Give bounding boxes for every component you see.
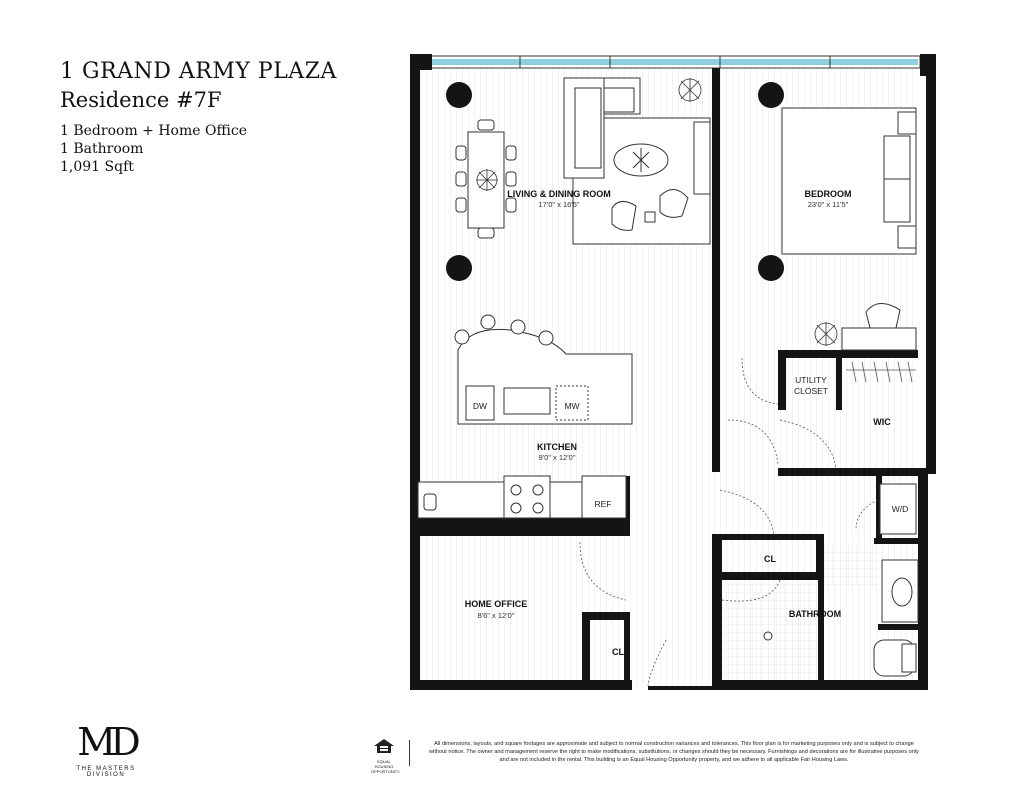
label-cl-office: CL [612,647,624,657]
room-label-bedroom: BEDROOM [804,189,852,199]
room-label-kitchen: KITCHEN [537,442,577,452]
equal-housing-logo [371,738,400,774]
floor-shower-tile [820,545,878,585]
spec-bedrooms: 1 Bedroom + Home Office [60,123,248,139]
footer-divider [409,740,410,766]
bed [782,108,916,254]
label-dw: DW [472,401,488,411]
plant-icon [476,169,498,191]
disclaimer-text: All dimensions, layouts, and square footages are approximate and subject to normal construction variances and tolerances. This floor plan is for marketing purposes only and is subject to change without notice. The owner and management reserve the right to make modifications, substitutions, or changes should they be necessary. Furnishings and decorations are for illustrative purposes only and are not included in the rental. This building is an Equal Housing Opportunity property, and we adhere to all applicable Fair Housing Laws. [429,741,919,763]
console-table [694,122,710,194]
spec-sqft: 1,091 Sqft [60,159,134,175]
label-utility-2: CLOSET [793,386,829,396]
room-label-bathroom: BATHROOM [788,609,842,619]
brand-mark: MD [77,720,135,764]
room-dims-bedroom: 23'0" x 11'5" [807,200,849,209]
building-name: 1 GRAND ARMY PLAZA [60,59,337,84]
room-dims-office: 8'6" x 12'0" [477,611,515,620]
kitchen-counter [418,476,626,518]
room-label-living: LIVING & DINING ROOM [507,189,611,199]
label-wd: W/D [891,504,909,514]
room-dims-living: 17'0" x 16'5" [538,200,580,209]
label-utility-1: UTILITY [795,375,827,385]
label-cl-hall: CL [764,554,776,564]
label-ref: REF [594,499,612,509]
eho-line-2: OPPORTUNITY [371,769,400,774]
house-icon [373,738,395,754]
room-label-office: HOME OFFICE [464,599,528,609]
coffee-table [614,144,668,176]
spec-bathrooms: 1 Bathroom [60,141,144,157]
eho-line-1: EQUAL HOUSING [374,759,394,769]
brand-name: THE MASTERS DIVISION [76,766,136,778]
room-dims-kitchen: 9'0" x 12'0" [538,453,576,462]
label-mw: MW [564,401,580,411]
brand-logo [62,722,150,778]
residence-number: Residence #7F [60,88,222,112]
label-wic: WIC [873,417,891,427]
